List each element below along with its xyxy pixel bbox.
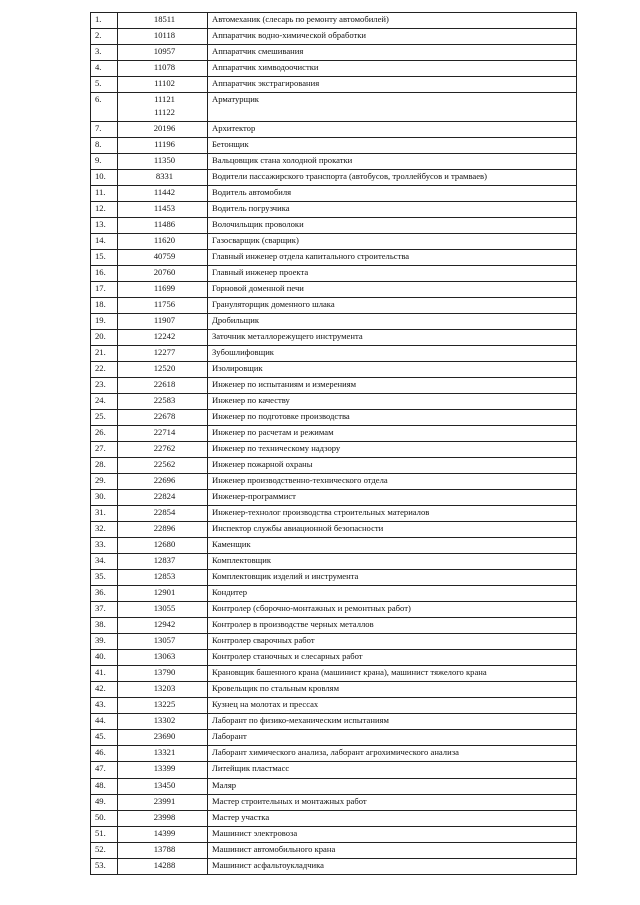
table-row xyxy=(91,13,577,29)
profession-code-value: 12901 xyxy=(153,587,176,597)
row-number: 50. xyxy=(91,811,118,827)
profession-code-value: 11907 xyxy=(153,315,176,325)
table-row xyxy=(91,266,577,282)
profession-code xyxy=(118,618,208,634)
table-row xyxy=(91,426,577,442)
profession-name: Кузнец на молотах и прессах xyxy=(208,698,577,714)
profession-code xyxy=(118,490,208,506)
row-number: 39. xyxy=(91,634,118,650)
profession-code xyxy=(118,634,208,650)
profession-code-value: 13399 xyxy=(153,763,176,773)
profession-code-value: 11121 xyxy=(154,94,175,104)
profession-code-value: 11122 xyxy=(154,107,175,117)
profession-name: Зубошлифовщик xyxy=(208,346,577,362)
profession-name: Горновой доменной печи xyxy=(208,282,577,298)
row-number: 23. xyxy=(91,378,118,394)
row-number: 44. xyxy=(91,714,118,730)
table-row xyxy=(91,154,577,170)
table-row xyxy=(91,93,577,122)
table-row xyxy=(91,779,577,795)
row-number: 35. xyxy=(91,570,118,586)
profession-code-value: 13790 xyxy=(153,667,176,677)
profession-code-value: 11442 xyxy=(153,187,176,197)
row-number: 27. xyxy=(91,442,118,458)
profession-code xyxy=(118,282,208,298)
row-number: 2. xyxy=(91,29,118,45)
profession-code-value: 10118 xyxy=(153,30,176,40)
profession-code-value: 20196 xyxy=(153,123,176,133)
profession-name: Инженер-технолог производства строительных материалов xyxy=(208,506,577,522)
table-row xyxy=(91,250,577,266)
profession-code-value: 11453 xyxy=(153,203,176,213)
profession-code-value: 11102 xyxy=(154,78,175,88)
profession-code xyxy=(118,506,208,522)
profession-name: Контролер сварочных работ xyxy=(208,634,577,650)
profession-code xyxy=(118,45,208,61)
profession-code xyxy=(118,314,208,330)
table-row xyxy=(91,362,577,378)
profession-name: Инженер по техническому надзору xyxy=(208,442,577,458)
row-number: 45. xyxy=(91,730,118,746)
table-row xyxy=(91,234,577,250)
profession-code-value: 12942 xyxy=(153,619,176,629)
profession-code-value: 11699 xyxy=(153,283,176,293)
profession-code xyxy=(118,746,208,762)
row-number: 10. xyxy=(91,170,118,186)
table-row xyxy=(91,522,577,538)
profession-code-value: 10957 xyxy=(153,46,176,56)
row-number: 46. xyxy=(91,746,118,762)
profession-code xyxy=(118,474,208,490)
table-row xyxy=(91,698,577,714)
profession-code-value: 22678 xyxy=(153,411,176,421)
row-number: 24. xyxy=(91,394,118,410)
profession-code xyxy=(118,570,208,586)
profession-name: Заточник металлорежущего инструмента xyxy=(208,330,577,346)
profession-code-value: 22696 xyxy=(153,475,176,485)
profession-code xyxy=(118,29,208,45)
profession-code xyxy=(118,779,208,795)
profession-name: Литейщик пластмасс xyxy=(208,762,577,779)
profession-code-value: 11620 xyxy=(153,235,176,245)
profession-code-value: 20760 xyxy=(153,267,176,277)
profession-code xyxy=(118,843,208,859)
profession-name: Инженер по качеству xyxy=(208,394,577,410)
profession-code xyxy=(118,730,208,746)
occupations-table xyxy=(90,12,577,875)
profession-name: Кондитер xyxy=(208,586,577,602)
table-row xyxy=(91,394,577,410)
profession-code-value: 12680 xyxy=(153,539,176,549)
profession-name: Контролер в производстве черных металлов xyxy=(208,618,577,634)
row-number: 18. xyxy=(91,298,118,314)
profession-name: Газосварщик (сварщик) xyxy=(208,234,577,250)
profession-name: Аппаратчик химводоочистки xyxy=(208,61,577,77)
profession-code xyxy=(118,138,208,154)
profession-code xyxy=(118,666,208,682)
profession-code xyxy=(118,13,208,29)
profession-name: Главный инженер отдела капитального строительства xyxy=(208,250,577,266)
table-row xyxy=(91,138,577,154)
table-row xyxy=(91,282,577,298)
profession-name: Маляр xyxy=(208,779,577,795)
row-number: 42. xyxy=(91,682,118,698)
table-row xyxy=(91,314,577,330)
profession-code xyxy=(118,554,208,570)
profession-code xyxy=(118,522,208,538)
row-number: 12. xyxy=(91,202,118,218)
table-row xyxy=(91,746,577,762)
table-row xyxy=(91,859,577,875)
table-row xyxy=(91,45,577,61)
profession-code xyxy=(118,698,208,714)
row-number: 49. xyxy=(91,795,118,811)
profession-code xyxy=(118,811,208,827)
profession-code-value: 11756 xyxy=(153,299,176,309)
profession-name: Мастер строительных и монтажных работ xyxy=(208,795,577,811)
profession-code-value: 12277 xyxy=(153,347,176,357)
profession-code-value: 13450 xyxy=(153,780,176,790)
profession-code-value: 40759 xyxy=(153,251,176,261)
profession-name: Бетонщик xyxy=(208,138,577,154)
profession-code xyxy=(118,154,208,170)
table-row xyxy=(91,714,577,730)
profession-name: Автомеханик (слесарь по ремонту автомобилей) xyxy=(208,13,577,29)
row-number: 48. xyxy=(91,779,118,795)
row-number: 11. xyxy=(91,186,118,202)
row-number: 19. xyxy=(91,314,118,330)
profession-name: Контролер (сборочно-монтажных и ремонтных работ) xyxy=(208,602,577,618)
profession-code xyxy=(118,218,208,234)
profession-name: Инженер пожарной охраны xyxy=(208,458,577,474)
profession-name: Кровельщик по стальным кровлям xyxy=(208,682,577,698)
profession-code xyxy=(118,186,208,202)
profession-code xyxy=(118,586,208,602)
table-row xyxy=(91,170,577,186)
profession-code xyxy=(118,266,208,282)
row-number: 47. xyxy=(91,762,118,779)
profession-name: Архитектор xyxy=(208,122,577,138)
profession-name: Лаборант по физико-механическим испытаниям xyxy=(208,714,577,730)
profession-code-value: 13321 xyxy=(153,747,176,757)
profession-code xyxy=(118,234,208,250)
profession-code xyxy=(118,250,208,266)
profession-code xyxy=(118,202,208,218)
table-row xyxy=(91,554,577,570)
row-number: 14. xyxy=(91,234,118,250)
table-row xyxy=(91,811,577,827)
profession-code xyxy=(118,298,208,314)
profession-code xyxy=(118,426,208,442)
row-number: 6. xyxy=(91,93,118,122)
table-row xyxy=(91,474,577,490)
table-row xyxy=(91,346,577,362)
profession-code-value: 23991 xyxy=(153,796,176,806)
row-number: 30. xyxy=(91,490,118,506)
profession-code-value: 13063 xyxy=(153,651,176,661)
row-number: 28. xyxy=(91,458,118,474)
profession-code-value: 8331 xyxy=(155,171,174,181)
row-number: 1. xyxy=(91,13,118,29)
row-number: 52. xyxy=(91,843,118,859)
table-row xyxy=(91,586,577,602)
profession-code-value: 11196 xyxy=(154,139,175,149)
table-row xyxy=(91,218,577,234)
profession-code xyxy=(118,762,208,779)
profession-code-value: 22896 xyxy=(153,523,176,533)
profession-code xyxy=(118,650,208,666)
table-row xyxy=(91,29,577,45)
table-row xyxy=(91,795,577,811)
table-row xyxy=(91,634,577,650)
table-row xyxy=(91,843,577,859)
row-number: 4. xyxy=(91,61,118,77)
profession-name: Главный инженер проекта xyxy=(208,266,577,282)
profession-code-value: 22583 xyxy=(153,395,176,405)
profession-code xyxy=(118,602,208,618)
profession-code-value: 13057 xyxy=(153,635,176,645)
profession-code xyxy=(118,93,208,122)
occupations-table-body xyxy=(91,13,577,875)
profession-code-value: 14288 xyxy=(153,860,176,870)
profession-name: Инженер по расчетам и режимам xyxy=(208,426,577,442)
row-number: 32. xyxy=(91,522,118,538)
profession-code-value: 12242 xyxy=(153,331,176,341)
table-row xyxy=(91,410,577,426)
profession-code xyxy=(118,442,208,458)
profession-code-value: 12853 xyxy=(153,571,176,581)
profession-code xyxy=(118,458,208,474)
profession-code xyxy=(118,77,208,93)
profession-code-value: 22824 xyxy=(153,491,176,501)
table-row xyxy=(91,490,577,506)
row-number: 37. xyxy=(91,602,118,618)
row-number: 13. xyxy=(91,218,118,234)
row-number: 33. xyxy=(91,538,118,554)
row-number: 5. xyxy=(91,77,118,93)
profession-name: Мастер участка xyxy=(208,811,577,827)
profession-code-value: 11078 xyxy=(153,62,176,72)
table-row xyxy=(91,666,577,682)
profession-code xyxy=(118,122,208,138)
profession-code-value: 13203 xyxy=(153,683,176,693)
profession-name: Инженер по подготовке производства xyxy=(208,410,577,426)
profession-code xyxy=(118,346,208,362)
profession-name: Инженер-программист xyxy=(208,490,577,506)
profession-name: Вальцовщик стана холодной прокатки xyxy=(208,154,577,170)
profession-name: Аппаратчик экстрагирования xyxy=(208,77,577,93)
profession-name: Машинист автомобильного крана xyxy=(208,843,577,859)
table-row xyxy=(91,762,577,779)
profession-name: Водитель погрузчика xyxy=(208,202,577,218)
profession-name: Машинист асфальтоукладчика xyxy=(208,859,577,875)
row-number: 17. xyxy=(91,282,118,298)
row-number: 16. xyxy=(91,266,118,282)
row-number: 8. xyxy=(91,138,118,154)
profession-code xyxy=(118,410,208,426)
table-row xyxy=(91,506,577,522)
row-number: 31. xyxy=(91,506,118,522)
profession-code-value: 22714 xyxy=(153,427,176,437)
profession-code xyxy=(118,714,208,730)
row-number: 53. xyxy=(91,859,118,875)
profession-name: Каменщик xyxy=(208,538,577,554)
profession-code-value: 23690 xyxy=(153,731,176,741)
profession-code-value: 11350 xyxy=(153,155,176,165)
profession-code-value: 14399 xyxy=(153,828,176,838)
profession-code xyxy=(118,170,208,186)
profession-code-value: 23998 xyxy=(153,812,176,822)
profession-name: Аппаратчик смешивания xyxy=(208,45,577,61)
table-row xyxy=(91,730,577,746)
profession-name: Контролер станочных и слесарных работ xyxy=(208,650,577,666)
table-row xyxy=(91,186,577,202)
row-number: 26. xyxy=(91,426,118,442)
profession-code-value: 22618 xyxy=(153,379,176,389)
row-number: 21. xyxy=(91,346,118,362)
row-number: 9. xyxy=(91,154,118,170)
profession-code-value: 18511 xyxy=(153,14,176,24)
profession-name: Крановщик башенного крана (машинист крана), машинист тяжелого крана xyxy=(208,666,577,682)
profession-name: Инженер производственно-технического отдела xyxy=(208,474,577,490)
profession-code xyxy=(118,330,208,346)
row-number: 38. xyxy=(91,618,118,634)
row-number: 41. xyxy=(91,666,118,682)
profession-name: Водители пассажирского транспорта (автобусов, троллейбусов и трамваев) xyxy=(208,170,577,186)
table-row xyxy=(91,682,577,698)
profession-name: Лаборант xyxy=(208,730,577,746)
profession-code-value: 13055 xyxy=(153,603,176,613)
profession-code xyxy=(118,362,208,378)
profession-code-value: 13225 xyxy=(153,699,176,709)
table-row xyxy=(91,330,577,346)
table-row xyxy=(91,538,577,554)
profession-code-value: 11486 xyxy=(153,219,176,229)
table-row xyxy=(91,122,577,138)
row-number: 3. xyxy=(91,45,118,61)
row-number: 40. xyxy=(91,650,118,666)
table-row xyxy=(91,202,577,218)
profession-name: Грануляторщик доменного шлака xyxy=(208,298,577,314)
row-number: 29. xyxy=(91,474,118,490)
profession-code xyxy=(118,795,208,811)
row-number: 51. xyxy=(91,827,118,843)
profession-code-value: 13302 xyxy=(153,715,176,725)
profession-code-value: 12837 xyxy=(153,555,176,565)
row-number: 15. xyxy=(91,250,118,266)
profession-code xyxy=(118,538,208,554)
table-row xyxy=(91,442,577,458)
profession-code-value: 22854 xyxy=(153,507,176,517)
profession-code xyxy=(118,827,208,843)
table-row xyxy=(91,602,577,618)
profession-code xyxy=(118,859,208,875)
profession-name: Лаборант химического анализа, лаборант агрохимического анализа xyxy=(208,746,577,762)
profession-name: Аппаратчик водно-химической обработки xyxy=(208,29,577,45)
profession-name: Инженер по испытаниям и измерениям xyxy=(208,378,577,394)
table-row xyxy=(91,77,577,93)
profession-code-value: 13788 xyxy=(153,844,176,854)
table-row xyxy=(91,827,577,843)
row-number: 20. xyxy=(91,330,118,346)
profession-name: Водитель автомобиля xyxy=(208,186,577,202)
table-row xyxy=(91,61,577,77)
profession-code xyxy=(118,394,208,410)
profession-code-value: 22562 xyxy=(153,459,176,469)
table-row xyxy=(91,650,577,666)
table-row xyxy=(91,458,577,474)
profession-name: Инспектор службы авиационной безопасности xyxy=(208,522,577,538)
profession-code-value: 12520 xyxy=(153,363,176,373)
profession-code xyxy=(118,682,208,698)
profession-name: Комплектовщик xyxy=(208,554,577,570)
profession-name: Дробильщик xyxy=(208,314,577,330)
profession-code xyxy=(118,61,208,77)
profession-name: Волочильщик проволоки xyxy=(208,218,577,234)
row-number: 22. xyxy=(91,362,118,378)
profession-code xyxy=(118,378,208,394)
row-number: 34. xyxy=(91,554,118,570)
profession-name: Машинист электровоза xyxy=(208,827,577,843)
profession-code-value: 22762 xyxy=(153,443,176,453)
row-number: 7. xyxy=(91,122,118,138)
profession-name: Изолировщик xyxy=(208,362,577,378)
table-row xyxy=(91,618,577,634)
row-number: 36. xyxy=(91,586,118,602)
profession-name: Арматурщик xyxy=(208,93,577,122)
table-row xyxy=(91,570,577,586)
table-row xyxy=(91,378,577,394)
table-row xyxy=(91,298,577,314)
row-number: 25. xyxy=(91,410,118,426)
profession-name: Комплектовщик изделий и инструмента xyxy=(208,570,577,586)
row-number: 43. xyxy=(91,698,118,714)
